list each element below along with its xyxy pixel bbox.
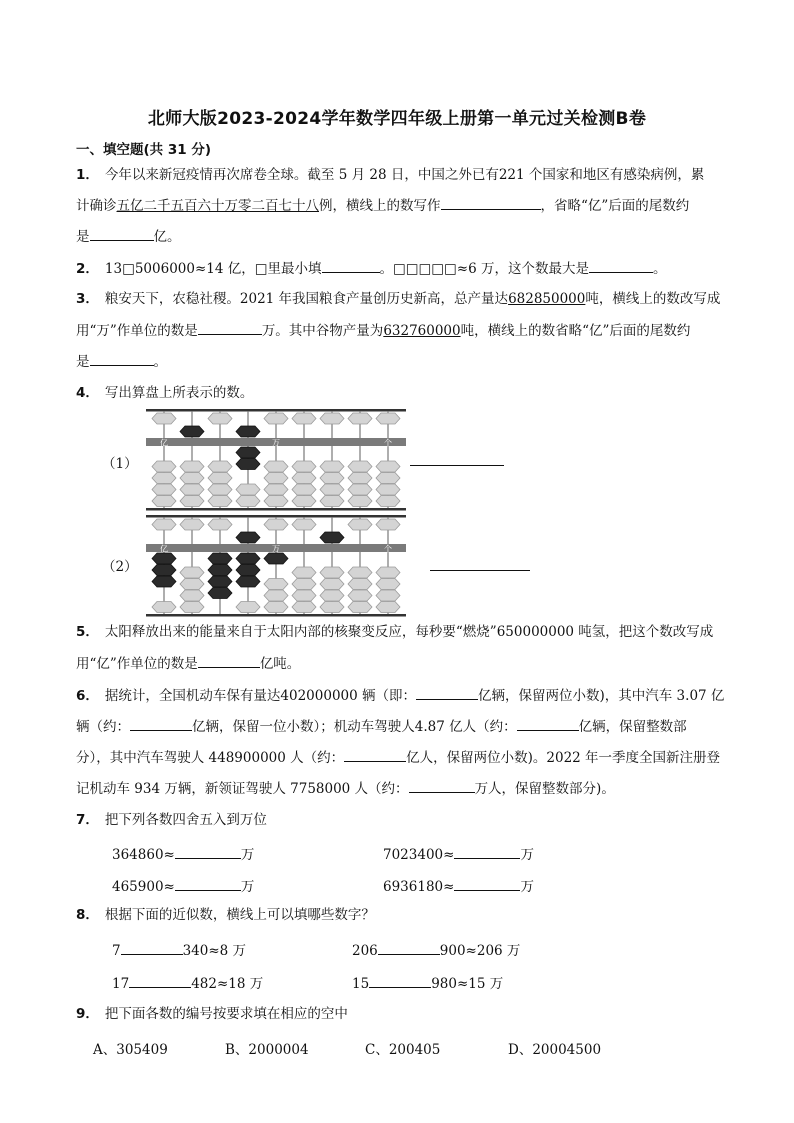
q7-item-2-number: 7023400≈ — [383, 847, 455, 863]
q7-item-3-number: 465900≈ — [112, 879, 175, 895]
q3-text-c: 用“万”作单位的数是 — [76, 323, 198, 339]
q8-item-1-prefix: 7 — [112, 943, 121, 959]
q7-item-1 — [112, 843, 254, 863]
abacus-upper-bead — [180, 426, 204, 437]
abacus-lower-bead — [180, 567, 204, 578]
q4-text: 写出算盘上所表示的数。 — [104, 385, 254, 401]
q1-text: 今年以来新冠疫情再次席卷全球。截至 5 月 28 日，中国之外已有221 个国家和地区有感染病例，累 — [104, 167, 705, 183]
abacus-lower-bead — [264, 590, 288, 601]
q5-line1 — [76, 623, 713, 641]
abacus-lower-bead — [376, 496, 400, 507]
abacus-upper-bead — [264, 519, 288, 530]
q8-item-3-suffix: 482≈18 万 — [191, 976, 264, 992]
q6-line2 — [76, 717, 687, 736]
q7-text: 把下列各数四舍五入到万位 — [104, 812, 267, 828]
abacus-lower-bead — [376, 484, 400, 495]
abacus-lower-bead — [180, 590, 204, 601]
q3-underlined-number-2: 632760000 — [383, 323, 461, 339]
abacus-upper-bead — [376, 413, 400, 424]
abacus-upper-bead — [264, 413, 288, 424]
abacus-lower-bead — [292, 590, 316, 601]
q1-answer-blank-2[interactable] — [90, 227, 154, 241]
abacus-lower-bead — [348, 590, 372, 601]
q6-line1 — [76, 686, 724, 705]
abacus-lower-bead — [264, 496, 288, 507]
abacus-lower-bead — [180, 484, 204, 495]
q8-answer-blank-1[interactable] — [121, 941, 183, 955]
q1-line3 — [76, 227, 181, 246]
q6-text-c: 辆（约： — [76, 719, 130, 735]
q6-line3 — [76, 748, 720, 767]
abacus-lower-bead — [180, 602, 204, 613]
abacus-lower-bead — [236, 447, 260, 458]
abacus-upper-bead — [292, 413, 316, 424]
q8-item-1 — [112, 939, 246, 959]
q7-unit-3: 万 — [240, 879, 255, 895]
q1-line1 — [76, 166, 704, 184]
abacus-lower-bead — [152, 576, 176, 587]
abacus-upper-bead — [320, 413, 344, 424]
abacus-unit-label: 万 — [272, 544, 280, 554]
q4-number: 4． — [76, 385, 99, 401]
q8-line — [76, 906, 375, 924]
abacus-lower-bead — [236, 484, 260, 495]
q5-number: 5． — [76, 624, 99, 640]
q5-answer-blank[interactable] — [198, 654, 260, 668]
q5-line2 — [76, 654, 300, 673]
abacus-lower-bead — [152, 565, 176, 576]
q6-answer-blank-1[interactable] — [416, 686, 478, 700]
abacus-lower-bead — [376, 473, 400, 484]
abacus-lower-bead — [180, 496, 204, 507]
abacus-upper-bead — [208, 519, 232, 530]
abacus-1-label: （1） — [102, 456, 138, 472]
q8-item-1-suffix: 340≈8 万 — [182, 943, 247, 959]
q1-number: 1． — [76, 167, 99, 183]
q2-line — [76, 259, 666, 278]
q3-line1 — [76, 290, 720, 308]
abacus-upper-bead — [180, 519, 204, 530]
q7-item-4 — [383, 875, 534, 895]
abacus-lower-bead — [264, 602, 288, 613]
abacus-upper-bead — [152, 519, 176, 530]
abacus-lower-bead — [180, 473, 204, 484]
abacus-lower-bead — [292, 484, 316, 495]
abacus-lower-bead — [208, 576, 232, 587]
abacus-lower-bead — [348, 567, 372, 578]
q8-answer-blank-3[interactable] — [129, 974, 191, 988]
abacus-lower-bead — [152, 484, 176, 495]
q8-number: 8． — [76, 907, 99, 923]
abacus-lower-bead — [152, 473, 176, 484]
q6-text-a: 据统计，全国机动车保有量达402000000 辆（即： — [104, 688, 416, 704]
abacus-lower-bead — [376, 579, 400, 590]
q6-text-e: 亿辆，保留整数部 — [578, 719, 687, 735]
abacus-lower-bead — [180, 461, 204, 472]
q3-text-d: 万。其中谷物产量为 — [261, 323, 384, 339]
q6-text-f: 分），其中汽车驾驶人 448900000 人（约： — [76, 750, 345, 766]
q1-line2 — [76, 196, 689, 215]
q1-text-b: 例，横线上的数写作 — [319, 198, 441, 214]
q2-text-b: 。□□□□□≈6 万，这个数最大是 — [379, 261, 589, 277]
abacus-lower-bead — [292, 579, 316, 590]
abacus-bottom-frame — [146, 614, 406, 617]
abacus-unit-label: 个 — [384, 438, 392, 448]
q9-line — [76, 1005, 348, 1023]
abacus-lower-bead — [292, 461, 316, 472]
abacus-lower-bead — [264, 579, 288, 590]
abacus-lower-bead — [320, 496, 344, 507]
q7-line — [76, 811, 267, 829]
abacus-lower-bead — [208, 553, 232, 564]
abacus-unit-label: 个 — [384, 544, 392, 554]
q7-item-4-number: 6936180≈ — [383, 879, 455, 895]
abacus-2-answer-line[interactable] — [430, 570, 530, 571]
abacus-upper-bead — [348, 413, 372, 424]
q3-answer-blank-1[interactable] — [198, 321, 262, 335]
q7-item-3 — [112, 875, 254, 895]
q7-unit-2: 万 — [520, 847, 534, 863]
q6-answer-blank-3[interactable] — [517, 717, 579, 731]
q1-answer-blank-1[interactable] — [441, 196, 541, 210]
q8-answer-blank-4[interactable] — [369, 974, 431, 988]
q9-option-c: C、200405 — [365, 1042, 441, 1058]
section-heading: 一、填空题(共 31 分) — [76, 142, 212, 158]
abacus-lower-bead — [264, 484, 288, 495]
abacus-lower-bead — [348, 602, 372, 613]
abacus-upper-bead — [376, 519, 400, 530]
abacus-lower-bead — [292, 496, 316, 507]
q6-answer-blank-4[interactable] — [344, 748, 406, 762]
q5-text: 太阳释放出来的能量来自于太阳内部的核聚变反应，每秒要“燃烧”650000000 吨氢，把这个数改写成 — [104, 624, 714, 640]
abacus-upper-bead — [152, 413, 176, 424]
q6-text-g: 亿人，保留两位小数)。2022 年一季度全国新注册登 — [406, 750, 721, 766]
q7-answer-blank-1[interactable] — [175, 845, 241, 859]
abacus-lower-bead — [320, 579, 344, 590]
abacus-lower-bead — [152, 496, 176, 507]
q3-line2 — [76, 321, 690, 340]
abacus-lower-bead — [264, 553, 288, 564]
q5-text-b: 亿吨。 — [259, 656, 301, 672]
abacus-1 — [144, 409, 408, 511]
abacus-upper-bead — [320, 532, 344, 543]
abacus-lower-bead — [376, 461, 400, 472]
abacus-lower-bead — [236, 576, 260, 587]
abacus-lower-bead — [152, 602, 176, 613]
q3-answer-blank-2[interactable] — [90, 352, 154, 366]
abacus-lower-bead — [292, 473, 316, 484]
q8-item-4-prefix: 15 — [352, 976, 370, 992]
q6-text-d: 亿辆，保留一位小数）；机动车驾驶人4.87 亿人（约： — [192, 719, 517, 735]
q1-text-c: ，省略“亿”后面的尾数约 — [540, 198, 690, 214]
abacus-lower-bead — [348, 473, 372, 484]
q7-unit-4: 万 — [520, 879, 534, 895]
abacus-lower-bead — [320, 484, 344, 495]
abacus-bottom-frame — [146, 508, 406, 511]
q9-text: 把下面各数的编号按要求填在相应的空中 — [104, 1006, 348, 1022]
q2-text-c: 。 — [652, 261, 667, 277]
q1-text-d: 是 — [76, 229, 90, 245]
q7-answer-blank-3[interactable] — [175, 877, 241, 891]
abacus-lower-bead — [152, 461, 176, 472]
q4-line — [76, 384, 253, 402]
q2-text-a: 13□5006000≈14 亿，□里最小填 — [104, 261, 322, 277]
q9-option-d: D、20004500 — [508, 1042, 602, 1058]
abacus-lower-bead — [236, 602, 260, 613]
q9-option-b: B、2000004 — [225, 1042, 309, 1058]
q7-item-1-number: 364860≈ — [112, 847, 175, 863]
abacus-lower-bead — [236, 565, 260, 576]
abacus-2-label: （2） — [102, 559, 138, 575]
abacus-upper-bead — [236, 532, 260, 543]
abacus-lower-bead — [236, 553, 260, 564]
abacus-lower-bead — [292, 567, 316, 578]
abacus-upper-bead — [348, 519, 372, 530]
abacus-upper-bead — [236, 426, 260, 437]
abacus-unit-label: 亿 — [160, 544, 168, 554]
abacus-unit-label: 亿 — [160, 438, 168, 448]
abacus-lower-bead — [348, 461, 372, 472]
abacus-lower-bead — [320, 602, 344, 613]
q6-text-i: 万人，保留整数部分)。 — [474, 781, 615, 797]
q9-option-a: A、305409 — [93, 1042, 168, 1058]
q2-answer-blank-2[interactable] — [589, 259, 653, 273]
q8-item-2-suffix: 900≈206 万 — [439, 943, 521, 959]
abacus-lower-bead — [376, 590, 400, 601]
q2-answer-blank-1[interactable] — [322, 259, 380, 273]
abacus-lower-bead — [348, 484, 372, 495]
q6-text-h: 记机动车 934 万辆，新领证驾驶人 7758000 人（约： — [76, 781, 409, 797]
abacus-lower-bead — [348, 579, 372, 590]
q6-answer-blank-2[interactable] — [130, 717, 192, 731]
abacus-lower-bead — [236, 459, 260, 470]
q6-line4 — [76, 779, 615, 798]
q6-answer-blank-5[interactable] — [409, 779, 475, 793]
abacus-2 — [144, 515, 408, 617]
abacus-lower-bead — [152, 553, 176, 564]
q1-text-a: 计确诊 — [76, 198, 117, 214]
q6-number: 6． — [76, 688, 99, 704]
q8-item-4 — [352, 972, 503, 992]
abacus-upper-bead — [208, 413, 232, 424]
q3-text-a: 粮安天下，农稳社稷。2021 年我国粮食产量创历史新高，总产量达 — [104, 291, 509, 307]
abacus-1-answer-line[interactable] — [410, 465, 504, 466]
q7-number: 7． — [76, 812, 99, 828]
q8-item-3-prefix: 17 — [112, 976, 130, 992]
abacus-lower-bead — [320, 473, 344, 484]
q1-text-e: 亿。 — [153, 229, 181, 245]
q3-text-f: 是 — [76, 354, 90, 370]
q8-item-2 — [352, 939, 520, 959]
abacus-unit-label: 万 — [272, 438, 280, 448]
abacus-lower-bead — [376, 567, 400, 578]
q7-unit-1: 万 — [240, 847, 255, 863]
q8-item-3 — [112, 972, 263, 992]
abacus-lower-bead — [320, 461, 344, 472]
abacus-upper-bead — [292, 519, 316, 530]
abacus-lower-bead — [376, 602, 400, 613]
q3-line3 — [76, 352, 167, 371]
abacus-lower-bead — [208, 588, 232, 599]
abacus-lower-bead — [208, 565, 232, 576]
q7-item-2 — [383, 843, 534, 863]
q6-text-b: 亿辆，保留两位小数)，其中汽车 3.07 亿 — [478, 688, 725, 704]
q7-answer-blank-4[interactable] — [454, 877, 520, 891]
abacus-lower-bead — [264, 473, 288, 484]
q8-text: 根据下面的近似数，横线上可以填哪些数字？ — [104, 907, 375, 923]
q7-answer-blank-2[interactable] — [454, 845, 520, 859]
abacus-lower-bead — [236, 496, 260, 507]
abacus-lower-bead — [320, 590, 344, 601]
abacus-lower-bead — [292, 602, 316, 613]
abacus-lower-bead — [208, 484, 232, 495]
abacus-lower-bead — [208, 496, 232, 507]
q3-text-b: 吨，横线上的数改写成 — [585, 291, 721, 307]
q2-number: 2． — [76, 261, 99, 277]
abacus-lower-bead — [208, 473, 232, 484]
q5-text-a: 用“亿”作单位的数是 — [76, 656, 198, 672]
q3-number: 3． — [76, 291, 99, 307]
q3-text-g: 。 — [153, 354, 167, 370]
q3-text-e: 吨，横线上的数省略“亿”后面的尾数约 — [460, 323, 691, 339]
q9-number: 9． — [76, 1006, 99, 1022]
q8-item-4-suffix: 980≈15 万 — [431, 976, 504, 992]
abacus-lower-bead — [348, 496, 372, 507]
q8-item-2-prefix: 206 — [352, 943, 378, 959]
abacus-lower-bead — [208, 461, 232, 472]
q1-underlined-number: 五亿二千五百六十万零二百七十八 — [116, 198, 319, 214]
page-title: 北师大版2023-2024学年数学四年级上册第一单元过关检测B卷 — [147, 109, 647, 129]
abacus-lower-bead — [180, 579, 204, 590]
q3-underlined-number-1: 682850000 — [508, 291, 586, 307]
abacus-lower-bead — [264, 461, 288, 472]
q8-answer-blank-2[interactable] — [378, 941, 440, 955]
abacus-lower-bead — [320, 567, 344, 578]
